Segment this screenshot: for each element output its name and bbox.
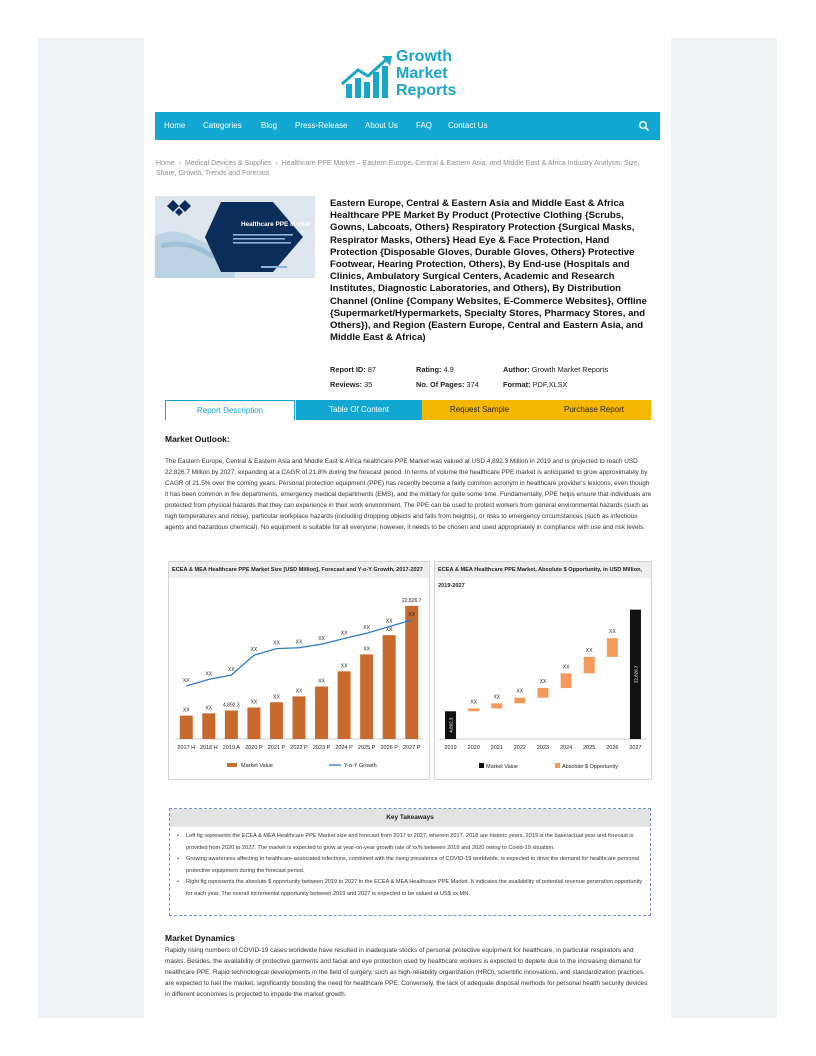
- chart1-value-label: 22,826.7: [401, 597, 422, 604]
- chart1-tick-label: 2026 P: [380, 745, 398, 751]
- chart2-tick-label: 2022: [513, 745, 527, 751]
- chart1-value-label: XX: [273, 694, 280, 701]
- chart1-growth-label: XX: [205, 671, 213, 678]
- chart1-bar: [270, 702, 283, 739]
- chart1-growth-label: XX: [385, 618, 393, 625]
- market-dynamics-text: Rapidly rising numbers of COVID-19 cases worldwide have resulted in inadequate stocks of personal protective equipment for healthcare, in particular respirators and masks. Besides, the availability of protective garments and facial and eye protection used by healthcare workers is expected to deplete due to the increasing demand for healthcare PPE. Rapid technological developments in the field of surgery, such as high-reliability organization (HRO), scientific innovations, and standardization practices, are expected to fuel the market, significantly boosting the need for healthcare PPE. Conversely, the lack of adequate disposal methods for personal health security devices in different economies is projected to impede the market growth.: [165, 947, 648, 998]
- nav-faq[interactable]: FAQ: [416, 121, 433, 130]
- chart1-tick-label: 2023 P: [312, 745, 331, 751]
- breadcrumb-current: Healthcare PPE Market – Eastern Europe, Central & Eastern Asia, and Middle East & Africa Industry Analysis, Size, Share, Growth, Trends and Forecast: [156, 160, 640, 177]
- breadcrumb: [156, 159, 656, 179]
- chart1-growth-line: [186, 620, 411, 686]
- chart2-tick-label: 2019: [444, 745, 457, 751]
- chart2-opportunity-bar: [584, 657, 595, 673]
- chart1-value-label: XX: [318, 678, 325, 685]
- chart2-plot: [435, 579, 651, 779]
- report-id-label: Report ID:: [330, 365, 366, 374]
- tab-purchase-report[interactable]: Purchase Report: [537, 400, 651, 420]
- chart1-tick-label: 2024 P: [335, 745, 353, 751]
- key-takeaway-item: • Growing awareness affecting to healthcare-associated infections, combined with the rising prevalence of COVID-19 worldwide, is expected to drive the demand for healthcare personal protective equipment during the forecast period.: [176, 854, 646, 877]
- chart2-title: ECEA & MEA Healthcare PPE Market, Absolute $ Opportunity, in USD Million, 2019-2027: [435, 562, 651, 578]
- chart1-legend-market: Market Value: [241, 763, 273, 769]
- absolute-opportunity-chart: [434, 561, 652, 780]
- chart1-tick-label: 2027 P: [403, 745, 421, 751]
- key-takeaways-heading: Key Takeaways: [170, 809, 650, 827]
- chart2-opportunity-label: XX: [539, 679, 547, 686]
- chart2-legend-swatch-market: [479, 763, 484, 768]
- chart1-value-label: XX: [340, 663, 348, 670]
- chart1-tick-label: 2020 P: [245, 745, 263, 751]
- chart1-growth-label: XX: [250, 647, 258, 654]
- chart2-tick-label: 2026: [606, 745, 619, 751]
- chart2-opportunity-label: XX: [493, 694, 501, 701]
- main-nav: [155, 112, 660, 140]
- chevron-right-icon: ›: [178, 160, 182, 167]
- chart2-market-label: 22,826.7: [633, 665, 639, 684]
- chart2-tick-label: 2027: [629, 745, 642, 751]
- left-margin-panel: [38, 38, 144, 1018]
- report-author-label: Author:: [503, 365, 530, 374]
- chart1-bar: [315, 687, 328, 740]
- chart1-title: ECEA & MEA Healthcare PPE Market Size [USD Million], Forecast and Y-o-Y Growth, 2017-2027: [169, 562, 429, 578]
- chart2-opportunity-bar: [561, 673, 572, 688]
- chart1-bar: [338, 671, 351, 739]
- chart2-opportunity-bar: [538, 688, 549, 698]
- chart2-tick-label: 2023: [536, 745, 550, 751]
- tab-table-of-content[interactable]: Table Of Content: [296, 400, 422, 420]
- chart1-tick-label: 2018 H: [199, 745, 218, 751]
- report-id: [330, 365, 376, 375]
- chart1-value-label: XX: [250, 699, 258, 706]
- chart1-bar: [202, 713, 215, 739]
- chart2-legend-opportunity: Absolute $ Opportunity: [562, 764, 618, 770]
- report-cover-art: [155, 196, 315, 278]
- market-outlook-heading: Market Outlook:: [165, 434, 230, 444]
- chart2-market-label: 4,892.3: [448, 717, 454, 733]
- logo-line-growth: Growth: [396, 48, 452, 65]
- breadcrumb-home[interactable]: Home: [156, 160, 175, 167]
- chevron-right-icon: ›: [275, 160, 278, 167]
- chart1-growth-label: XX: [273, 640, 280, 647]
- site-logo[interactable]: [340, 48, 500, 102]
- chart2-opportunity-label: XX: [608, 629, 616, 636]
- chart2-opportunity-label: XX: [470, 699, 478, 706]
- market-outlook-text: The Eastern Europe, Central & Eastern Asia and Middle East & Africa healthcare PPE Market was valued at USD 4,892.3 Million in 2019 and is projected to reach USD 22,826.7 Million by 2027, expanding at a CAGR of 21.8% during the forecast period. In terms of volume the healthcare PPE market is anticipated to grow approximately by CAGR of 21.5% over the coming years. Personal protection equipment (PPE) has recently become a fairly common acronym in healthcare provider's lexicons, even though it has been common in fire departments, emergency medical departments (EMS), and the military for quite some time. Fundamentally, PPE helps ensure that individuals are protected from physical hazards that they can experience in their work environment. The PPE can be used to protect workers from general environmental hazards (such as high temperatures and noise), particular workplace hazards (including dropping objects and falls from heights), or risks to emergency circumstances (such as infectious agents and hazardous chemical). No equipment is suitable for all everyone; however, it needs to be chosen and used appropriately in compliance with use and risk levels.: [165, 458, 652, 531]
- chart1-value-label: XX: [363, 646, 370, 653]
- report-reviews: [330, 380, 372, 390]
- report-tabs: [165, 400, 651, 420]
- logo-text: [396, 48, 456, 99]
- chart2-opportunity-bar: [491, 703, 502, 708]
- nav-contact-us[interactable]: Contact Us: [448, 121, 488, 130]
- chart2-tick-label: 2025: [583, 745, 596, 751]
- nav-blog[interactable]: Blog: [261, 121, 278, 130]
- chart1-tick-label: 2021 P: [267, 745, 286, 751]
- chart2-opportunity-bar: [514, 698, 525, 704]
- growth-chart-logo-icon: [340, 54, 398, 102]
- report-reviews-label: Reviews:: [330, 380, 363, 389]
- chart2-opportunity-bar: [607, 638, 618, 657]
- chart2-opportunity-label: XX: [585, 647, 593, 654]
- search-icon[interactable]: [638, 120, 650, 132]
- chart1-value-label: 4,892.3: [223, 702, 240, 709]
- logo-line-market: Market: [396, 65, 448, 82]
- report-title: Eastern Europe, Central & Eastern Asia and Middle East & Africa Healthcare PPE Market By Product (Protective Clothing {Scrubs, Gowns, Labcoats, Others} Respiratory Protection {Surgical Masks, Respirator Masks, Others} Head Eye & Face Protection, Hand Protection {Disposable Gloves, Durable Gloves, Others} Protective Footwear, Hearing Protection, Others), By End-use (Hospitals and Clinics, Ambulatory Surgical Centers, Academic and Research Institutes, Diagnostic Laboratories, and Others), By Distribution Channel (Online {Company Websites, E-Commerce Websites}, Offline {Supermarket/Hypermarkets, Specialty Stores, Pharmacy Stores, and Others}), and Region (Eastern Europe, Central and Eastern Asia, and Middle East & Africa): [330, 198, 647, 344]
- key-takeaway-item: • Right fig represents the absolute $ opportunity between 2019 to 2027 in the ECEA & MEA Healthcare PPE Market. It indicates the availability of potential revenue generation opportunity for each year. The overall incremental opportunity between 2019 and 2027 is expected to be valued at US$ xx MN.: [176, 877, 646, 900]
- chart1-growth-label: XX: [318, 636, 325, 643]
- report-pages-label: No. Of Pages:: [416, 380, 465, 389]
- logo-line-reports: Reports: [396, 82, 457, 99]
- chart2-tick-label: 2021: [490, 745, 503, 751]
- nav-press-release[interactable]: Press-Release: [295, 121, 348, 130]
- chart1-growth-label: XX: [295, 639, 303, 646]
- report-rating-value: 4.9: [443, 365, 454, 374]
- chart1-growth-label: XX: [182, 678, 190, 684]
- report-id-value: 87: [367, 365, 377, 374]
- report-reviews-value: 35: [364, 380, 373, 389]
- report-rating-label: Rating:: [416, 365, 442, 374]
- nav-categories[interactable]: Categories: [203, 121, 242, 130]
- chart2-tick-label: 2020: [467, 745, 480, 751]
- report-format: [503, 380, 568, 390]
- chart1-growth-label: XX: [340, 630, 348, 637]
- chart2-opportunity-label: XX: [562, 664, 570, 671]
- chart2-opportunity-label: XX: [516, 688, 524, 695]
- chart1-value-label: XX: [385, 627, 393, 634]
- chart1-bar: [360, 654, 373, 739]
- report-cover-title: Healthcare PPE Market: [241, 221, 311, 228]
- report-pages-value: 374: [466, 380, 479, 389]
- chart1-legend-growth: Y-o-Y Growth: [344, 763, 377, 769]
- chart2-legend-swatch-opportunity: [555, 763, 560, 768]
- report-format-label: Format:: [503, 380, 531, 389]
- chart1-value-label: XX: [295, 688, 303, 695]
- chart1-legend-swatch-market: [227, 763, 237, 767]
- chart1-growth-label: XX: [228, 667, 235, 673]
- chart1-bar: [383, 635, 396, 739]
- tab-request-sample[interactable]: Request Sample: [422, 400, 537, 420]
- key-takeaways-box: [169, 808, 651, 916]
- breadcrumb-category[interactable]: Medical Devices & Supplies: [185, 160, 272, 167]
- chart1-bar: [247, 708, 260, 740]
- chart1-bar: [405, 606, 418, 739]
- chart1-bar: [293, 696, 306, 739]
- chart2-tick-label: 2024: [559, 745, 573, 751]
- chart2-legend-market: Market Value: [486, 764, 518, 770]
- nav-home[interactable]: Home: [164, 121, 186, 130]
- chart1-tick-label: 2019 A: [222, 745, 240, 751]
- report-author: [503, 365, 608, 375]
- report-format-value: PDF,XLSX: [532, 380, 568, 389]
- right-margin-panel: [671, 38, 777, 1018]
- market-size-chart: [168, 561, 430, 780]
- tab-report-description[interactable]: Report Description: [165, 400, 295, 420]
- key-takeaway-item: • Left fig represents the ECEA & MEA Healthcare PPE Market size and forecast from 2017 to 2027, wherein 2017, 2018 are historic years, 2019 is the base/actual year and forecast is provided from 2020 to 2027. The market is expected to grow at year-on-year growth rate of xx% between 2019 and 2020 owing to Covid-19 situation.: [176, 831, 646, 854]
- chart1-plot: [169, 579, 429, 779]
- report-cover-image: [155, 196, 315, 278]
- chart1-growth-label: XX: [408, 612, 416, 618]
- key-takeaways-list: [176, 831, 646, 900]
- chart1-growth-label: XX: [363, 625, 370, 632]
- chart1-tick-label: 2022 P: [290, 745, 308, 751]
- chart1-tick-label: 2017 H: [177, 745, 196, 751]
- chart1-tick-label: 2025 P: [357, 745, 376, 751]
- report-author-value: Growth Market Reports: [531, 365, 609, 374]
- chart1-bar: [180, 716, 193, 739]
- report-pages: [416, 380, 479, 390]
- chart1-value-label: XX: [182, 707, 190, 714]
- report-rating: [416, 365, 454, 375]
- market-dynamics-heading: Market Dynamics: [165, 933, 235, 943]
- chart1-value-label: XX: [205, 705, 213, 712]
- nav-about-us[interactable]: About Us: [365, 121, 398, 130]
- page-content: [144, 38, 671, 1018]
- chart1-bar: [225, 710, 238, 739]
- chart2-opportunity-bar: [468, 708, 479, 711]
